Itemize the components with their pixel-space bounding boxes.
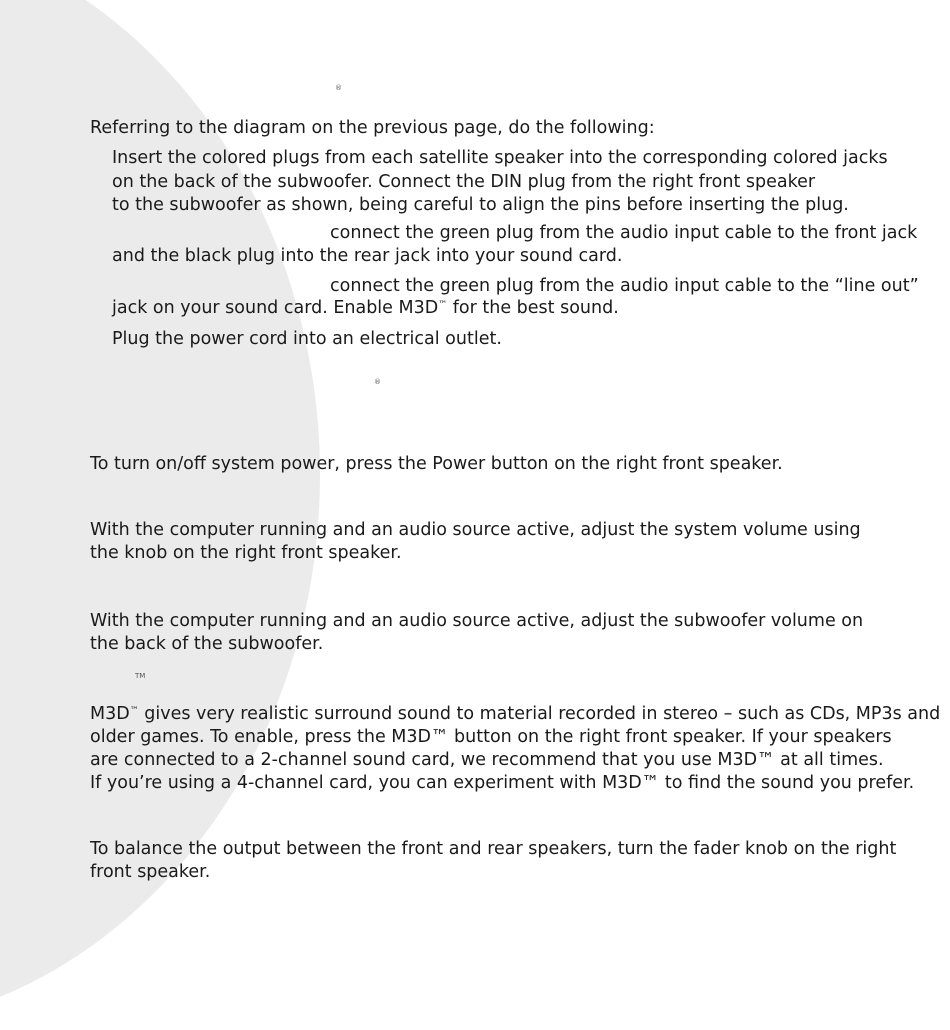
setup-step-3-line: connect the green plug from the audio input cable to the “line out” xyxy=(330,276,919,296)
registered-mark: ® xyxy=(374,378,381,386)
volume-text-line: With the computer running and an audio source active, adjust the system volume using xyxy=(90,520,861,540)
trademark-mark: ™ xyxy=(438,300,448,310)
fader-text-line: To balance the output between the front and rear speakers, turn the fader knob on the right xyxy=(90,839,897,859)
subwoofer-text-line: the back of the subwoofer. xyxy=(90,634,324,654)
trademark-mark: ™ xyxy=(129,706,139,716)
subwoofer-text xyxy=(90,610,863,656)
fader-text xyxy=(90,838,896,884)
setup-step-3-text: jack on your sound card. Enable M3D xyxy=(112,298,439,318)
setup-step-1-line: on the back of the subwoofer. Connect the DIN plug from the right front speaker xyxy=(112,171,816,192)
setup-step-3-line xyxy=(112,297,619,320)
volume-text-line: the knob on the right front speaker. xyxy=(90,543,402,563)
setup-step-1 xyxy=(112,147,888,218)
m3d-text-fragment: M3D xyxy=(90,704,130,724)
m3d-text-line xyxy=(90,703,940,726)
setup-intro: Referring to the diagram on the previous page, do the following: xyxy=(90,118,655,138)
fader-text-line: front speaker. xyxy=(90,862,211,882)
trademark-heading-mark: TM xyxy=(135,672,146,680)
setup-step-1-line: Insert the colored plugs from each satellite speaker into the corresponding colored jacks xyxy=(112,148,888,168)
setup-step-3-text: for the best sound. xyxy=(447,298,619,318)
setup-step-1-line: to the subwoofer as shown, being careful to align the pins before inserting the plug. xyxy=(112,195,849,215)
m3d-text-fragment: gives very realistic surround sound to material recorded in stereo – such as CDs, MP3s and xyxy=(138,704,941,724)
volume-text xyxy=(90,519,861,565)
setup-step-2-line: and the black plug into the rear jack into your sound card. xyxy=(112,246,623,266)
setup-step-4: Plug the power cord into an electrical outlet. xyxy=(112,329,502,349)
m3d-text xyxy=(90,703,940,795)
setup-step-2-line: connect the green plug from the audio input cable to the front jack xyxy=(330,223,918,243)
power-text: To turn on/off system power, press the Power button on the right front speaker. xyxy=(90,454,783,474)
m3d-text-line: older games. To enable, press the M3D™ button on the right front speaker. If your speakers xyxy=(90,727,892,747)
m3d-text-line: If you’re using a 4-channel card, you can experiment with M3D™ to find the sound you prefer. xyxy=(90,773,915,793)
registered-mark: ® xyxy=(335,84,342,92)
m3d-text-line: are connected to a 2-channel sound card, we recommend that you use M3D™ at all times. xyxy=(90,750,884,770)
subwoofer-text-line: With the computer running and an audio source active, adjust the subwoofer volume on xyxy=(90,611,864,631)
